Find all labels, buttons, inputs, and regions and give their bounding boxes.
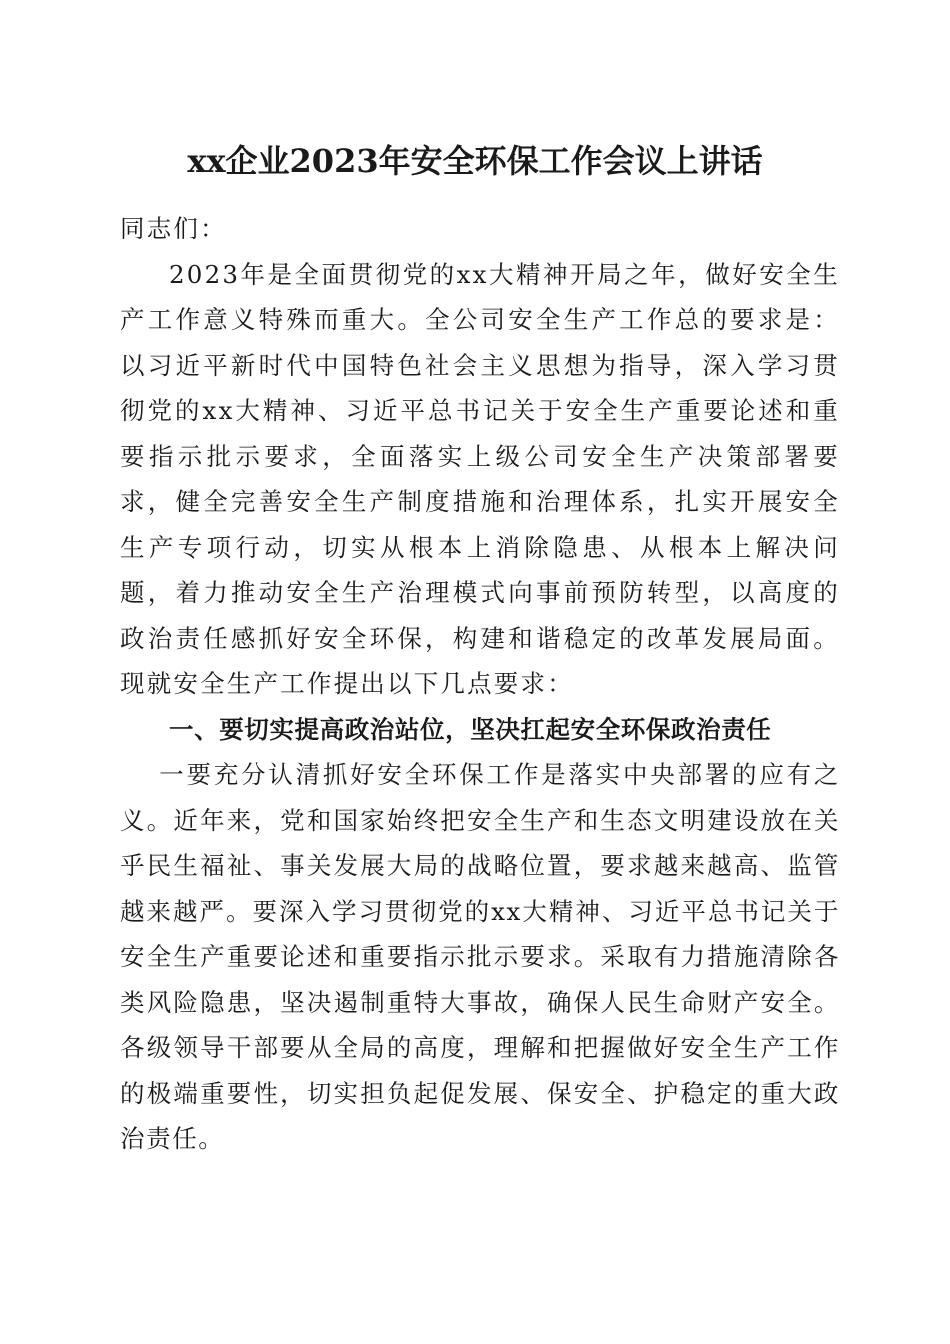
document-body	[120, 206, 840, 1162]
salutation: 同志们：	[120, 214, 227, 243]
section-paragraph: 一要充分认清抓好安全环保工作是落实中央部署的应有之义。近年来，党和国家始终把安全生产和生态文明建设放在关乎民生福祉、事关发展大局的战略位置，要求越来越高、监管越来越严。要深入学习贯彻党的xx大精神、习近平总书记关于安全生产重要论述和重要指示批示要求。采取有力措施清除各类风险隐患，坚决遏制重特大事故，确保人民生命财产安全。各级领导干部要从全局的高度，理解和把握做好安全生产工作的极端重要性，切实担负起促发展、保安全、护稳定的重大政治责任。	[120, 760, 840, 1153]
intro-paragraph: 2023年是全面贯彻党的xx大精神开局之年，做好安全生产工作意义特殊而重大。全公司安全生产工作总的要求是：以习近平新时代中国特色社会主义思想为指导，深入学习贯彻党的xx大精神、习近平总书记关于安全生产重要论述和重要指示批示要求，全面落实上级公司安全生产决策部署要求，健全完善安全生产制度措施和治理体系，扎实开展安全生产专项行动，切实从根本上消除隐患、从根本上解决问题，着力推动安全生产治理模式向事前预防转型，以高度的政治责任感抓好安全环保，构建和谐稳定的改革发展局面。现就安全生产工作提出以下几点要求：	[120, 259, 840, 698]
section-heading: 一、要切实提高政治站位，坚决扛起安全环保政治责任	[169, 714, 772, 744]
document-title: xx企业2023年安全环保工作会议上讲话	[187, 142, 763, 180]
